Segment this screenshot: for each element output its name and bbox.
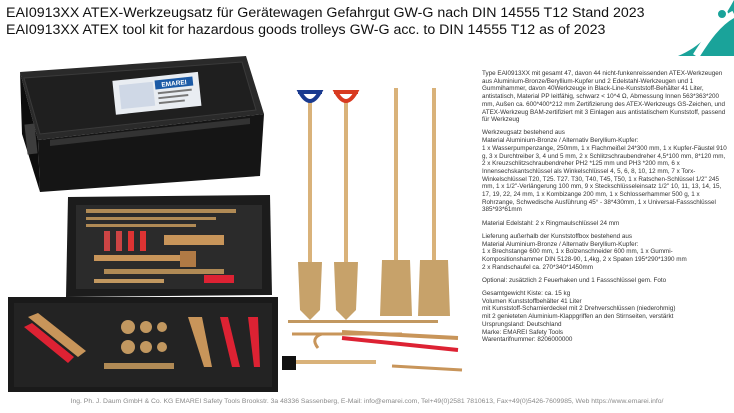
description-specs: Gesamtgewicht Kiste: ca. 15 kg Volumen Kunststoffbehälter 41 Liter mit Kunststoff-Scharnierdeckel mit 2 Drehverschlüssen (niederohmig) mit 2 genieteten Aluminium-Klappgriffen an den Stirnseiten, verstärkt Ursprungsland: Deutschland Marke: EMAREI Safety Tools Warentarifnummer: 8206000000 [482, 290, 676, 344]
title-german: EAI0913XX ATEX-Werkzeugsatz für Gerätewagen Gefahrgut GW-G nach DIN 14555 T12 Stand 2023 [6, 5, 645, 21]
tool-tray-photo-upper [64, 191, 274, 301]
footer-contact: Ing. Ph. J. Daum GmbH & Co. KG EMAREI Safety Tools Brookstr. 3a 48336 Sassenberg, E-Mail: info@emarei.com, Tel+49(0)2581 7810613, Fax+49(0)5426-7609985, Web https://www.emarei.info/ [70, 398, 664, 405]
tool-tray-photo-lower [8, 297, 278, 392]
emarei-logo-icon [678, 0, 734, 56]
box-label: EMAREI [161, 79, 187, 89]
toolbox-photo [10, 54, 270, 194]
description-tool-list: Werkzeugsatz bestehend aus Material Aluminium-Bronze / Alternativ Beryllium-Kupfer: 1 x Wasserpumpenzange, 250mm, 1 x Flachmeißel 24*300 mm, 1 x Kupfer-Fäustel 910 g, 3 x Durchtreiber 3, 4 und 5 mm, 2 x Schlitzschraubendreher 4,5*100 mm, 8*120 mm, 2 x Kreuzschlitzschraubendreher PH2 *125 mm und PH3 *200 mm, 6 x Innensechskantschlüssel als Winkelschlüssel 4, 5, 6, 8, 10, 12 mm, 7 x Torx-Winkelschlüssel T20, T25. T27. T30, T40, T45, T50, 1 x Ratschen-Schlüssel 1/2" 245 mm, 1 x 1/2"-Verlängerung 100 mm, 9 x Steckschlüsseleinsatz 1/2" 10, 11, 13, 14, 15, 17, 19, 22, 24 mm, 1 x Kombizange 200 mm, 1 x Schlosserhammer 500 g, 1 x Rohrzange, Schwedische Ausführung 45° - 38*430mm, 1 x Universal-Fassschlüssel 385*93*61mm [482, 129, 727, 214]
description-stainless: Material Edelstahl: 2 x Ringmaulschlüssel 24 mm [482, 219, 620, 227]
title-english: EAI0913XX ATEX tool kit for hazardous goods trolleys GW-G acc. to DIN 14555 T12 as of 2023 [6, 22, 606, 38]
page-title [6, 5, 645, 39]
product-description [482, 70, 730, 350]
description-optional: Optional: zusätzlich 2 Feuerhaken und 1 Fassschlüssel gem. Foto [482, 276, 667, 284]
description-outside-box: Lieferung außerhalb der Kunststoffbox bestehend aus Material Aluminium-Bronze / Alternativ Beryllium-Kupfer: 1 x Brechstange 600 mm, 1 x Bolzenschneider 600 mm, 1 x Gummi-Kompositionshammer DIN 5128-90, 1,4kg, 2 x Spaten 195*290*1390 mm 2 x Randschaufel ca. 270*340*1450mm [482, 232, 687, 271]
description-intro: Type EAI0913XX mit gesamt 47, davon 44 nicht-funkenreissenden ATEX-Werkzeugen aus Aluminium-Bronze/Beryllium-Kupfer und 2 Edelstahl-Werkzeugen und 1 Gummihammer, davon 40Werkzeuge in Black-Line-Kunststoff-Behälter 41 Liter, antistatisch, Material PP leitfähig, schwarz < 10^4 Ω, Abmessung Innen 563*363*200 mm, Außen ca. 600*400*212 mm Zertifizierung des ATEX-Werkzeugs GS-Zeichen, und ATEX-Werkzeug BAM-zertifiziert mit 3 Einlagen aus antistatischem Kunststoff, passend für Werkzeug [482, 70, 726, 124]
shovels-photo [282, 88, 466, 378]
